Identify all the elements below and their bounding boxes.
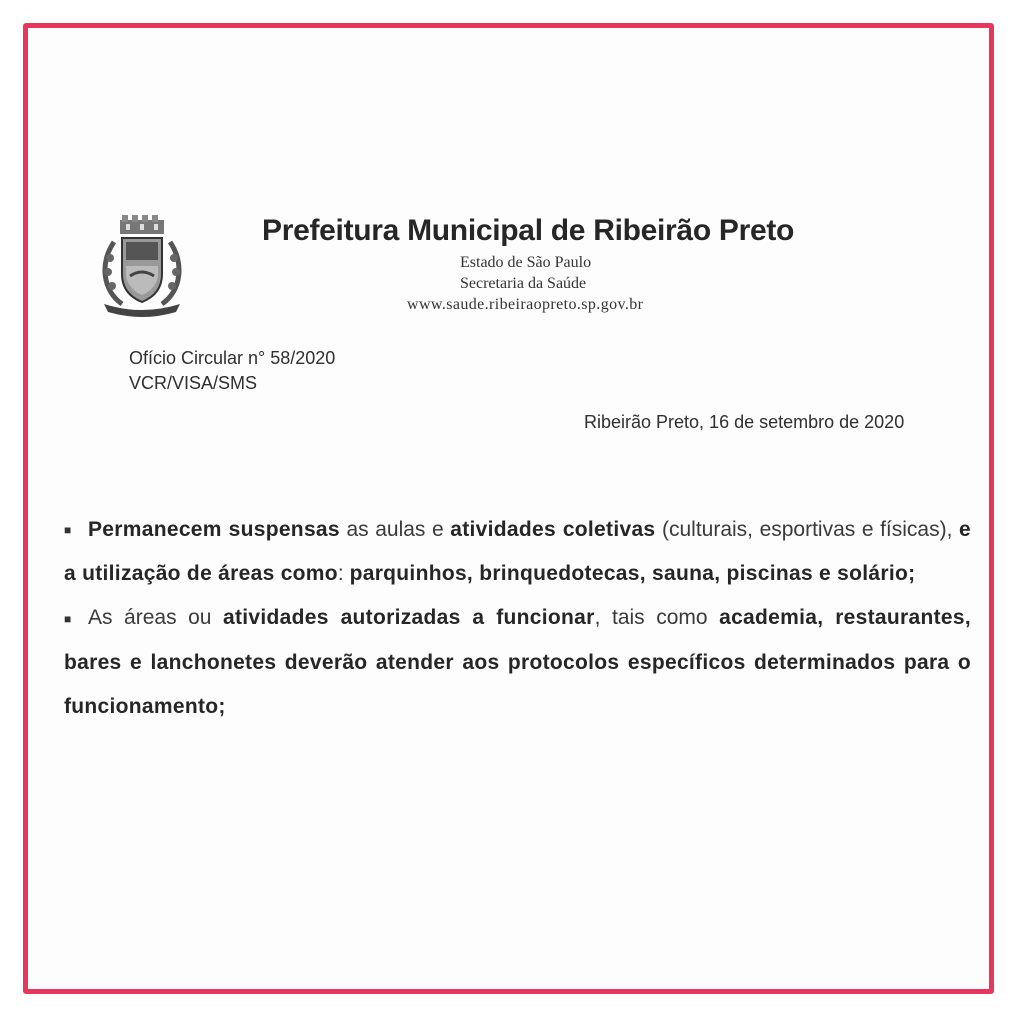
- state-name: Estado de São Paulo: [460, 254, 592, 271]
- text-segment: atividades autorizadas a funcionar: [223, 606, 595, 630]
- bullet-paragraph-1: [64, 508, 971, 596]
- bullet-icon: ■: [64, 523, 72, 538]
- circular-number: Ofício Circular n° 58/2020: [129, 348, 336, 368]
- text-segment: atividades coletivas: [450, 518, 656, 541]
- text-segment: As áreas ou: [88, 606, 224, 630]
- text-segment: (culturais, esportivas e físicas),: [655, 518, 960, 541]
- text-segment: academia, restaurantes, bares e lanchonetes deverão atender aos protocolos específicos determinados para o funcionamento;: [64, 606, 971, 718]
- document-date: Ribeirão Preto, 16 de setembro de 2020: [584, 412, 905, 432]
- bullet-icon: ■: [64, 611, 72, 626]
- organization-name: Prefeitura Municipal de Ribeirão Preto: [262, 214, 795, 247]
- text-segment: Permanecem suspensas: [88, 518, 340, 541]
- website-url: www.saude.ribeiraopreto.sp.gov.br: [407, 296, 644, 313]
- bullet-paragraph-2: [64, 596, 971, 728]
- text-segment: parquinhos, brinquedotecas, sauna, piscinas e solário;: [349, 562, 916, 586]
- text-segment: , tais como: [594, 606, 720, 630]
- department-code: VCR/VISA/SMS: [129, 373, 258, 393]
- document-body: [64, 508, 971, 729]
- department-name: Secretaria da Saúde: [460, 275, 587, 292]
- text-segment: as aulas e: [339, 518, 451, 541]
- text-segment: :: [337, 562, 350, 586]
- coat-of-arms-icon: [96, 212, 188, 320]
- text-segment: e a utilização de áreas como: [64, 518, 971, 586]
